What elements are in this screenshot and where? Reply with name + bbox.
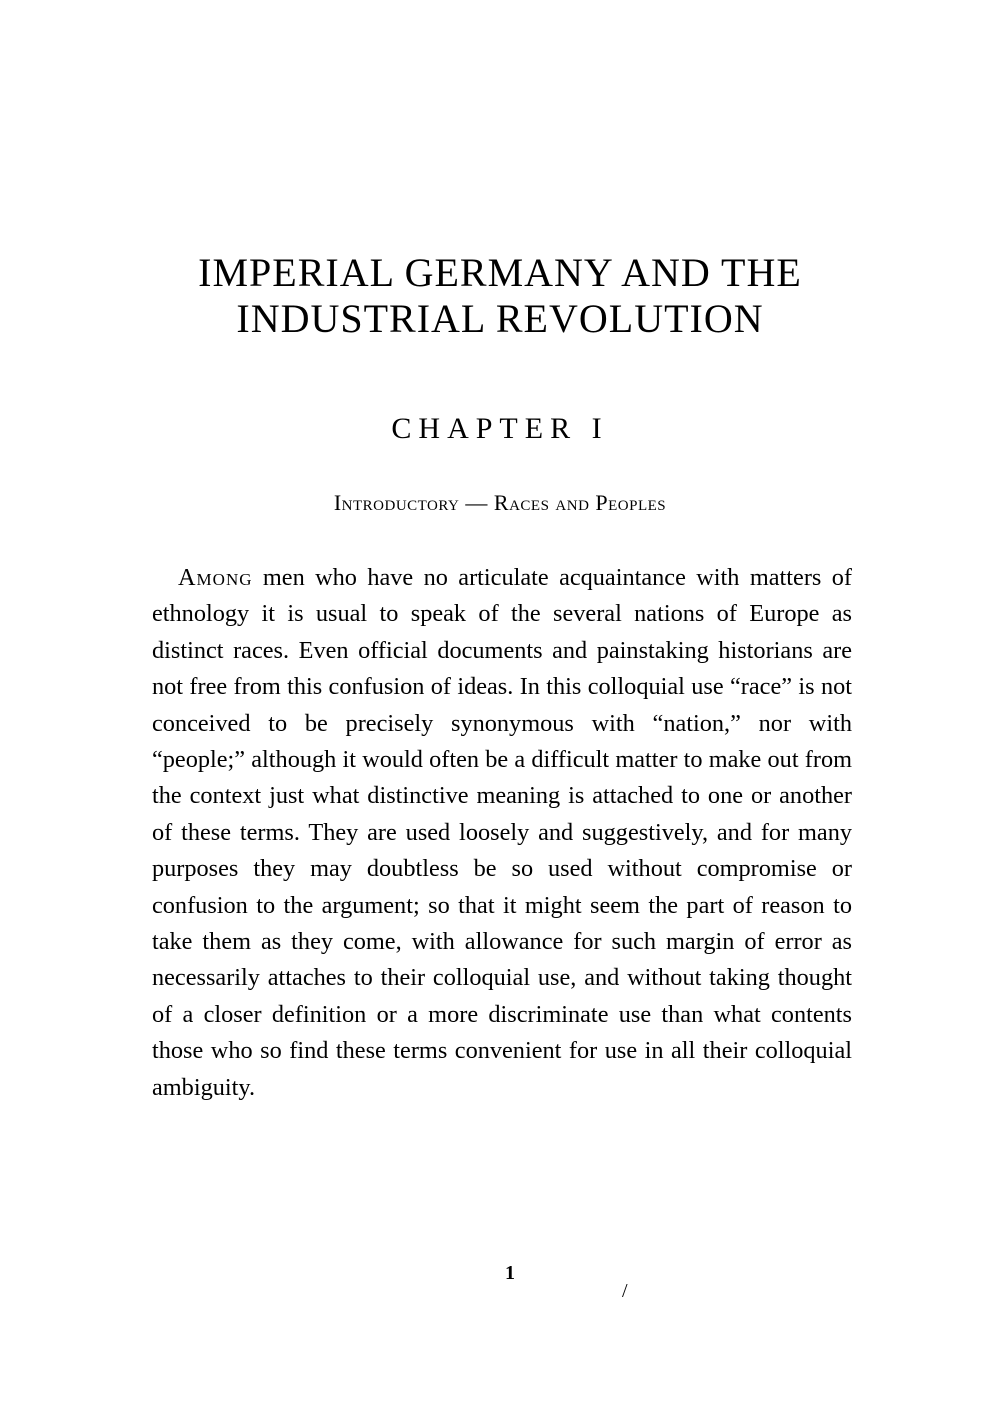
book-title xyxy=(0,250,1000,342)
book-title-line-1: IMPERIAL GERMANY AND THE xyxy=(198,250,802,295)
paragraph-text: men who have no articulate acquaintance with matters of ethnology it is usual to speak of the several nations of Europe as distinct races. Even official documents and painstaking historians are not free from this confusion of ideas. In this colloquial use “race” is not conceived to be precisely synonymous with “nation,” nor with “people;” although it would often be a difficult matter to make out from the context just what distinctive meaning is attached to one or another of these terms. They are used loosely and suggestively, and for many purposes they may doubtless be so used without compromise or confusion to the argument; so that it might seem the part of reason to take them as they come, with allowance for such margin of error as necessarily attaches to their colloquial use, and without taking thought of a closer definition or a more discriminate use than what contents those who so find these terms convenient for use in all their colloquial ambiguity. xyxy=(152,564,852,1101)
chapter-subtitle: Introductory — Races and Peoples xyxy=(333,490,667,515)
book-title-line-2: INDUSTRIAL REVOLUTION xyxy=(236,296,764,341)
paragraph-lead-word: Among xyxy=(178,564,253,591)
body-paragraph xyxy=(152,560,852,1106)
stray-pen-mark: / xyxy=(622,1280,628,1302)
page-number: 1 xyxy=(505,1262,515,1284)
chapter-heading: CHAPTER I xyxy=(391,412,609,445)
